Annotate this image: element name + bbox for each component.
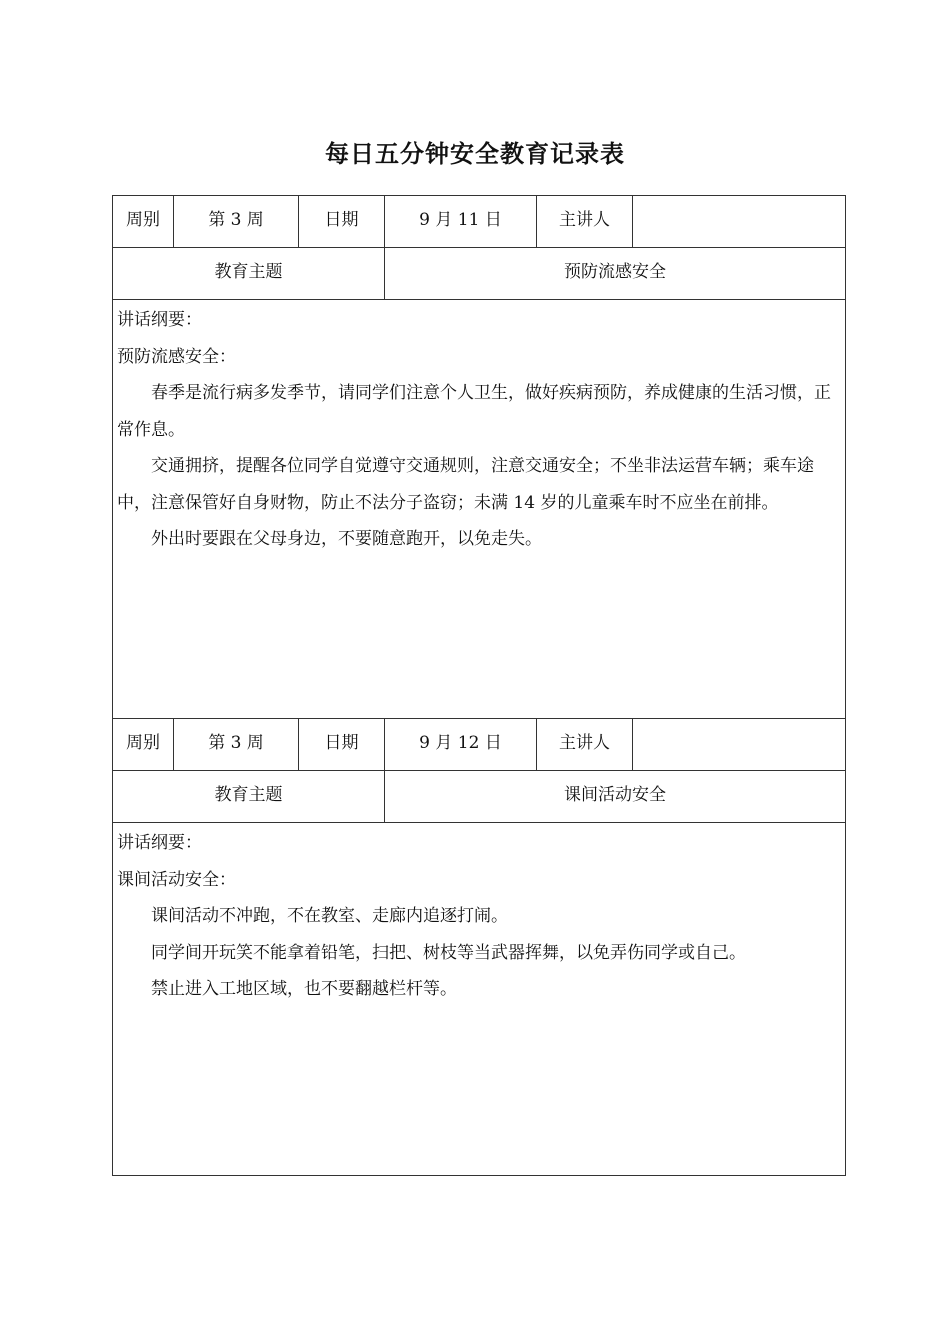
outline-cell — [113, 823, 846, 1176]
topic-value: 预防流感安全 — [385, 248, 846, 300]
outline-paragraph: 同学间开玩笑不能拿着铅笔，扫把、树枝等当武器挥舞，以免弄伤同学或自己。 — [151, 942, 746, 963]
document-title: 每日五分钟安全教育记录表 — [325, 140, 625, 168]
safety-record-table — [112, 195, 846, 1176]
record-2-header-row — [113, 719, 846, 771]
date-label: 日期 — [299, 196, 385, 248]
outline-paragraph: 春季是流行病多发季节，请同学们注意个人卫生，做好疾病预防，养成健康的生活习惯，正常作息。 — [117, 383, 831, 440]
week-label: 周别 — [113, 719, 174, 771]
outline-paragraph: 禁止进入工地区域，也不要翻越栏杆等。 — [151, 979, 457, 999]
speaker-value — [633, 719, 846, 771]
record-1-header-row — [113, 196, 846, 248]
outline-label: 讲话纲要： — [117, 310, 202, 330]
date-value: 9 月 12 日 — [385, 719, 537, 771]
outline-paragraph: 课间活动不冲跑，不在教室、走廊内追逐打闹。 — [151, 906, 508, 926]
topic-value: 课间活动安全 — [385, 771, 846, 823]
outline-label: 讲话纲要： — [117, 833, 202, 853]
date-label: 日期 — [299, 719, 385, 771]
speaker-value — [633, 196, 846, 248]
speaker-label: 主讲人 — [537, 719, 633, 771]
speaker-label: 主讲人 — [537, 196, 633, 248]
outline-paragraph: 交通拥挤，提醒各位同学自觉遵守交通规则，注意交通安全；不坐非法运营车辆；乘车途中，注意保管好自身财物，防止不法分子盗窃；未满 14 岁的儿童乘车时不应坐在前排。 — [117, 456, 814, 513]
date-value: 9 月 11 日 — [385, 196, 537, 248]
record-2-content-row — [113, 823, 846, 1176]
outline-heading: 课间活动安全： — [117, 869, 236, 890]
topic-label: 教育主题 — [113, 248, 385, 300]
outline-paragraph: 外出时要跟在父母身边，不要随意跑开，以免走失。 — [151, 529, 542, 549]
topic-label: 教育主题 — [113, 771, 385, 823]
week-label: 周别 — [113, 196, 174, 248]
outline-cell — [113, 300, 846, 719]
week-value: 第 3 周 — [174, 196, 299, 248]
record-1-content-row — [113, 300, 846, 719]
record-1-topic-row — [113, 248, 846, 300]
outline-heading: 预防流感安全： — [117, 346, 236, 367]
week-value: 第 3 周 — [174, 719, 299, 771]
record-2-topic-row — [113, 771, 846, 823]
